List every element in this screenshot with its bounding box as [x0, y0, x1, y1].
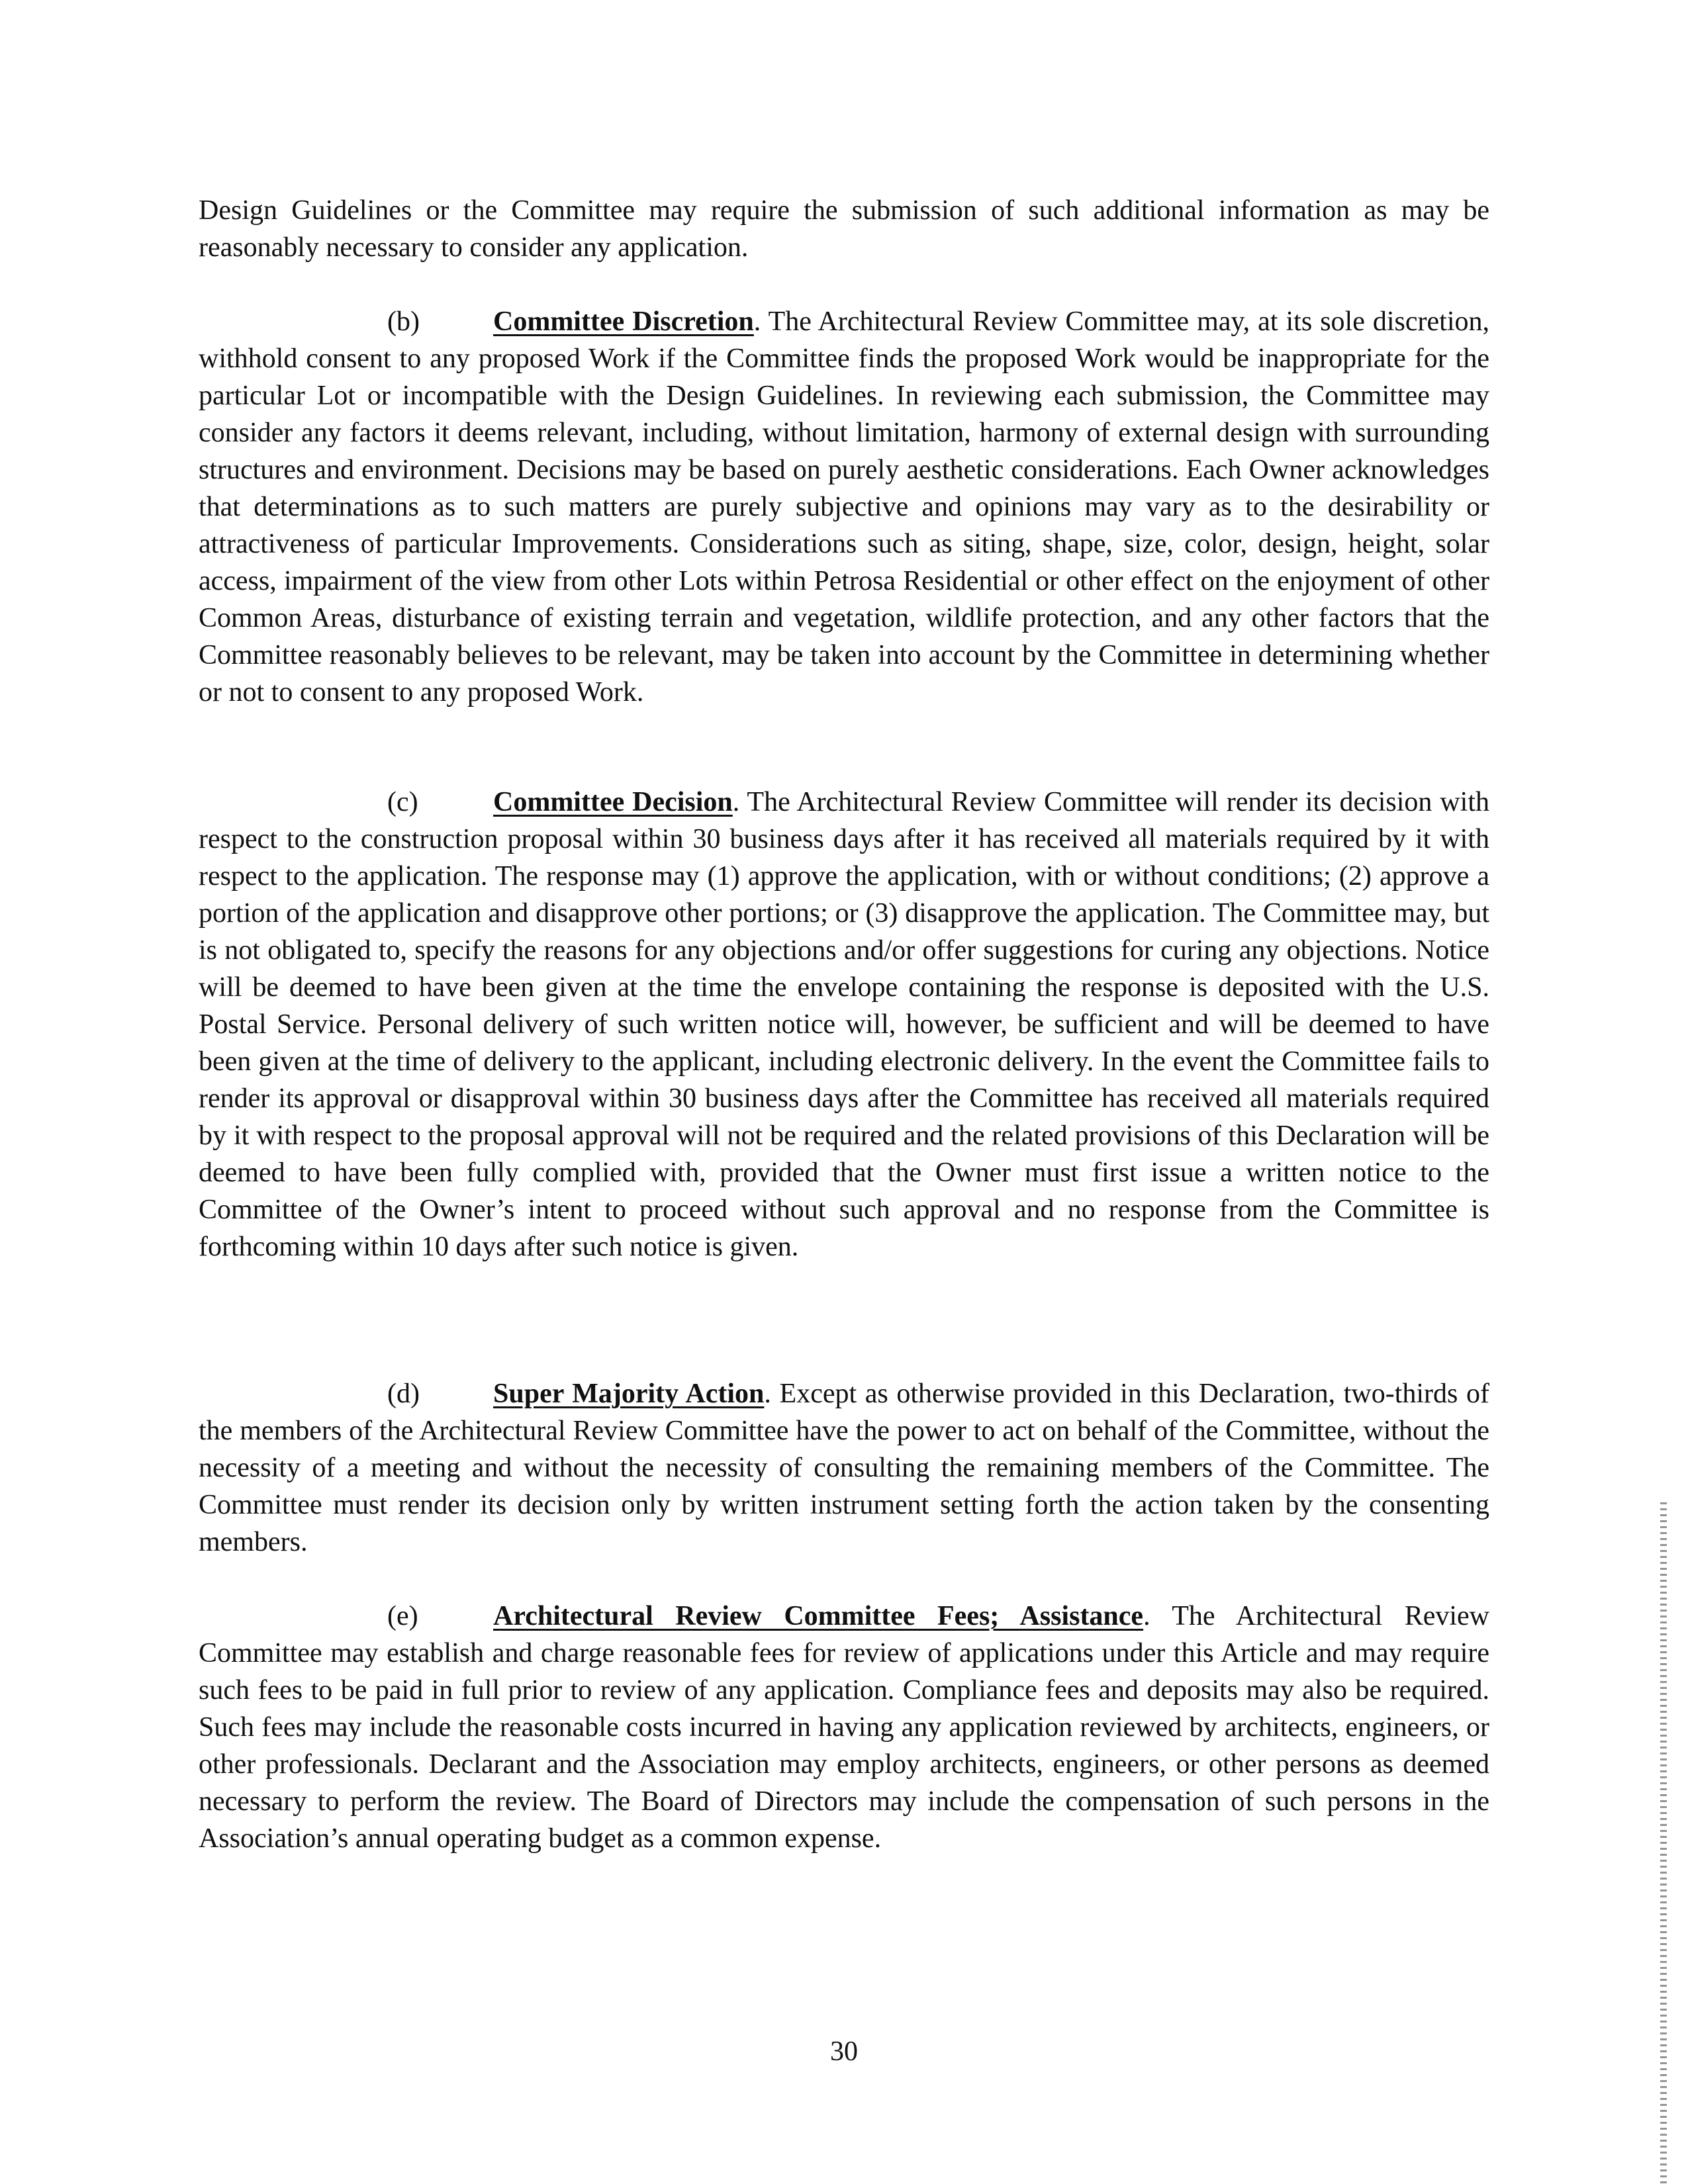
section-c-heading: Committee Decision — [493, 787, 733, 817]
section-d-body: . Except as otherwise provided in this Declaration, two-thirds of the members of the Architectural Review Committee have the power to act on behalf of the Committee, without the necessity of a meeting and without the necessity of consulting the remaining members of the Committee. The Committee must render its decision only by written instrument setting forth the action taken by the consenting members. — [199, 1379, 1489, 1557]
section-e-body: . The Architectural Review Committee may establish and charge reasonable fees for review of applications under this Article and may require such fees to be paid in full prior to review of any application. Compliance fees and deposits may also be required. Such fees may include the reasonable costs incurred in having any application reviewed by architects, engineers, or other professionals. Declarant and the Association may employ architects, engineers, or other persons as deemed necessary to perform the review. The Board of Directors may include the compensation of such persons in the Association’s annual operating budget as a common expense. — [199, 1601, 1489, 1854]
section-b-paragraph — [199, 303, 1489, 711]
section-d-label: (d) — [387, 1379, 420, 1409]
section-c-label: (c) — [387, 787, 418, 817]
section-e-paragraph — [199, 1598, 1489, 1857]
page-number: 30 — [830, 2036, 858, 2067]
section-c-body: . The Architectural Review Committee will render its decision with respect to the construction proposal within 30 business days after it has received all materials required by it with respect to the application. The response may (1) approve the application, with or without conditions; (2) approve a portion of the application and disapprove other portions; or (3) disapprove the application. The Committee may, but is not obligated to, specify the reasons for any objections and/or offer suggestions for curing any objections. Notice will be deemed to have been given at the time the envelope containing the response is deposited with the U.S. Postal Service. Personal delivery of such written notice will, however, be sufficient and will be deemed to have been given at the time of delivery to the applicant, including electronic delivery. In the event the Committee fails to render its approval or disapproval within 30 business days after the Committee has received all materials required by it with respect to the proposal approval will not be required and the related provisions of this Declaration will be deemed to have been fully complied with, provided that the Owner must first issue a written notice to the Committee of the Owner’s intent to proceed without such approval and no response from the Committee is forthcoming within 10 days after such notice is given. — [199, 787, 1489, 1262]
intro-paragraph: Design Guidelines or the Committee may require the submission of such additional information as may be reasonably necessary to consider any application. — [199, 195, 1489, 263]
section-e-label: (e) — [387, 1601, 418, 1631]
section-b-label: (b) — [387, 306, 420, 337]
section-d-heading: Super Majority Action — [493, 1379, 765, 1409]
section-c-paragraph — [199, 784, 1489, 1265]
section-e-heading: Architectural Review Committee Fees; Assistance — [493, 1601, 1144, 1631]
section-d-paragraph — [199, 1375, 1489, 1561]
section-b-body: . The Architectural Review Committee may, at its sole discretion, withhold consent to any proposed Work if the Committee finds the proposed Work would be inappropriate for the particular Lot or incompatible with the Design Guidelines. In reviewing each submission, the Committee may consider any factors it deems relevant, including, without limitation, harmony of external design with surrounding structures and environment. Decisions may be based on purely aesthetic considerations. Each Owner acknowledges that determinations as to such matters are purely subjective and opinions may vary as to the desirability or attractiveness of particular Improvements. Considerations such as siting, shape, size, color, design, height, solar access, impairment of the view from other Lots within Petrosa Residential or other effect on the enjoyment of other Common Areas, disturbance of existing terrain and vegetation, wildlife protection, and any other factors that the Committee reasonably believes to be relevant, may be taken into account by the Committee in determining whether or not to consent to any proposed Work. — [199, 306, 1489, 707]
section-b-heading: Committee Discretion — [493, 306, 754, 337]
scan-edge-artifact — [1660, 1502, 1667, 2184]
